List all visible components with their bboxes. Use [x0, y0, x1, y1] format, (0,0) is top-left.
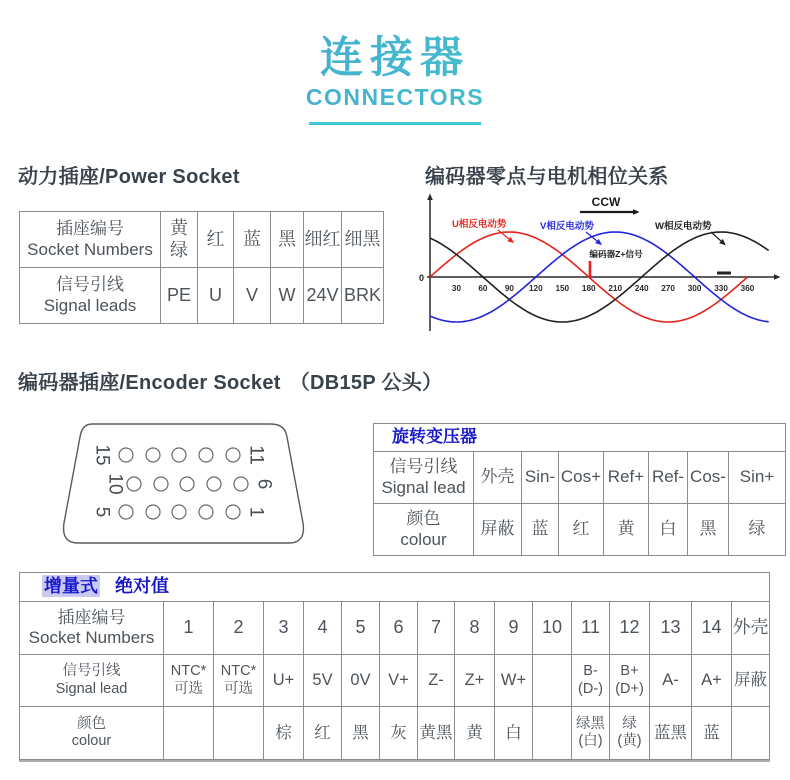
ccw-arrow-head	[633, 209, 640, 215]
x-tick-label: 150	[555, 284, 570, 293]
pin-label-mid-left: 10	[104, 473, 126, 495]
data-cell: 屏蔽	[732, 655, 770, 707]
data-cell: 蓝	[692, 707, 732, 760]
table-row	[20, 707, 770, 760]
encoder-phase-heading: 编码器零点与电机相位关系	[425, 166, 669, 188]
data-cell: 12	[610, 602, 650, 655]
row-label-cell: 颜色 colour	[374, 504, 474, 556]
data-cell	[533, 655, 572, 707]
data-cell: Ref+	[604, 452, 649, 504]
series-label-u: U相反电动势	[452, 219, 507, 230]
data-cell: 3	[264, 602, 304, 655]
z-signal-label: 编码器Z+信号	[589, 249, 643, 259]
data-cell: 细黑	[342, 212, 384, 268]
data-cell: 黄黑	[418, 707, 455, 760]
db15-connector-diagram	[45, 415, 355, 565]
data-cell: Z+	[455, 655, 495, 707]
x-tick-label: 120	[529, 284, 543, 293]
pin-holes	[119, 448, 248, 519]
data-cell: A+	[692, 655, 732, 707]
data-cell: BRK	[342, 268, 384, 324]
data-cell: B- (D-)	[572, 655, 610, 707]
data-cell: 5	[342, 602, 380, 655]
encoder-pin-table-body	[20, 573, 770, 760]
data-cell: 1	[164, 602, 214, 655]
data-cell: 白	[649, 504, 688, 556]
encoder-table-title	[20, 573, 770, 602]
data-cell: 屏蔽	[474, 504, 522, 556]
pin-label-top-right: 11	[245, 445, 267, 465]
data-cell: 蓝黑	[650, 707, 692, 760]
table-row	[374, 504, 786, 556]
data-cell: 灰	[380, 707, 418, 760]
row-label-cell: 信号引线 Signal leads	[20, 268, 161, 324]
data-cell: V	[234, 268, 271, 324]
data-cell: Cos-	[688, 452, 729, 504]
data-cell: 红	[304, 707, 342, 760]
y-axis-head	[427, 194, 433, 201]
row-label-cell: 信号引线 Signal lead	[20, 655, 164, 707]
data-cell: 红	[198, 212, 234, 268]
data-cell: W	[271, 268, 304, 324]
data-cell: V+	[380, 655, 418, 707]
data-cell: Sin+	[729, 452, 786, 504]
data-cell: 10	[533, 602, 572, 655]
row-label-cell: 插座编号 Socket Numbers	[20, 212, 161, 268]
x-axis-head	[774, 274, 781, 280]
data-cell: 绿	[729, 504, 786, 556]
encoder-table-title-absolute: 绝对值	[115, 576, 169, 597]
pin-label-top-left: 15	[91, 444, 113, 466]
data-cell: 黑	[342, 707, 380, 760]
series-label-v: V相反电动势	[540, 221, 594, 232]
data-cell: Ref-	[649, 452, 688, 504]
data-cell: 绿黑 (白)	[572, 707, 610, 760]
v-label-arrow	[586, 232, 597, 241]
encoder-socket-heading	[18, 366, 442, 395]
rotary-table-body	[374, 424, 786, 556]
data-cell: A-	[650, 655, 692, 707]
data-cell: 红	[559, 504, 604, 556]
data-cell: PE	[161, 268, 198, 324]
series-label-w: W相反电动势	[655, 221, 712, 232]
x-tick-label: 360	[740, 284, 755, 293]
data-cell: 0V	[342, 655, 380, 707]
data-cell: 细红	[304, 212, 342, 268]
table-row	[20, 268, 384, 324]
pin-label-bottom-right: 1	[245, 506, 267, 518]
power-socket-table-body	[20, 212, 384, 324]
phase-chart	[400, 190, 790, 350]
data-cell: 8	[455, 602, 495, 655]
data-cell	[533, 707, 572, 760]
power-socket-table	[19, 211, 384, 324]
data-cell: 外壳	[732, 602, 770, 655]
data-cell: 9	[495, 602, 533, 655]
table-title-row	[20, 573, 770, 602]
x-tick-label: 90	[504, 284, 514, 293]
data-cell: 5V	[304, 655, 342, 707]
data-cell: 13	[650, 602, 692, 655]
x-tick-label: 30	[451, 284, 462, 293]
axes-layer	[427, 194, 781, 332]
encoder-pin-table	[19, 572, 770, 760]
data-cell: 蓝	[234, 212, 271, 268]
encoder-socket-heading-main: 编码器插座/Encoder Socket	[18, 372, 281, 394]
x-tick-label: 330	[714, 284, 728, 293]
data-cell: W+	[495, 655, 533, 707]
table-row	[20, 655, 770, 707]
data-cell: B+ (D+)	[610, 655, 650, 707]
x-tick-label: 300	[687, 284, 702, 293]
table-row	[374, 452, 786, 504]
data-cell: 4	[304, 602, 342, 655]
data-cell: 白	[495, 707, 533, 760]
row-label-cell: 插座编号 Socket Numbers	[20, 602, 164, 655]
title-underline	[309, 122, 481, 125]
data-cell: NTC* 可选	[164, 655, 214, 707]
data-cell: 11	[572, 602, 610, 655]
power-socket-heading: 动力插座/Power Socket	[18, 166, 240, 188]
data-cell: 14	[692, 602, 732, 655]
encoder-table-title-incremental: 增量式	[44, 576, 98, 597]
data-cell: 绿 (黄)	[610, 707, 650, 760]
data-cell: NTC* 可选	[214, 655, 264, 707]
pin-label-mid-right: 6	[253, 478, 275, 490]
page-title-cn: 连接器	[0, 24, 790, 85]
data-cell: 2	[214, 602, 264, 655]
data-cell: Sin-	[522, 452, 559, 504]
table-row	[20, 212, 384, 268]
data-cell	[732, 707, 770, 760]
data-cell: 6	[380, 602, 418, 655]
x-tick-label: 210	[608, 284, 623, 293]
x-tick-label: 240	[634, 284, 649, 293]
w-label-arrow	[711, 232, 721, 241]
data-cell: Z-	[418, 655, 455, 707]
table-row	[20, 602, 770, 655]
data-cell: U+	[264, 655, 304, 707]
data-cell: 24V	[304, 268, 342, 324]
data-cell: 蓝	[522, 504, 559, 556]
rotary-table-title: 旋转变压器	[374, 424, 786, 452]
data-cell: 7	[418, 602, 455, 655]
data-cell: Cos+	[559, 452, 604, 504]
data-cell	[164, 707, 214, 760]
origin-label: 0	[418, 273, 424, 283]
row-label-cell: 颜色 colour	[20, 707, 164, 760]
data-cell: 棕	[264, 707, 304, 760]
data-cell: 黑	[688, 504, 729, 556]
data-cell: U	[198, 268, 234, 324]
x-tick-label: 60	[478, 284, 488, 293]
data-cell: 外壳	[474, 452, 522, 504]
data-cell	[214, 707, 264, 760]
encoder-socket-heading-suffix: （DB15P 公头）	[289, 372, 443, 394]
data-cell: 黄	[455, 707, 495, 760]
row-label-cell: 信号引线 Signal lead	[374, 452, 474, 504]
ticks-layer	[452, 284, 755, 293]
page-title-en: CONNECTORS	[0, 84, 790, 111]
table-title-row	[374, 424, 786, 452]
ccw-label: CCW	[591, 195, 621, 209]
rotary-transformer-table	[373, 423, 786, 556]
data-cell: 黑	[271, 212, 304, 268]
x-tick-label: 270	[661, 284, 675, 293]
x-tick-label: 180	[581, 284, 596, 293]
data-cell: 黄 绿	[161, 212, 198, 268]
data-cell: 黄	[604, 504, 649, 556]
pin-label-bottom-left: 5	[91, 506, 113, 518]
